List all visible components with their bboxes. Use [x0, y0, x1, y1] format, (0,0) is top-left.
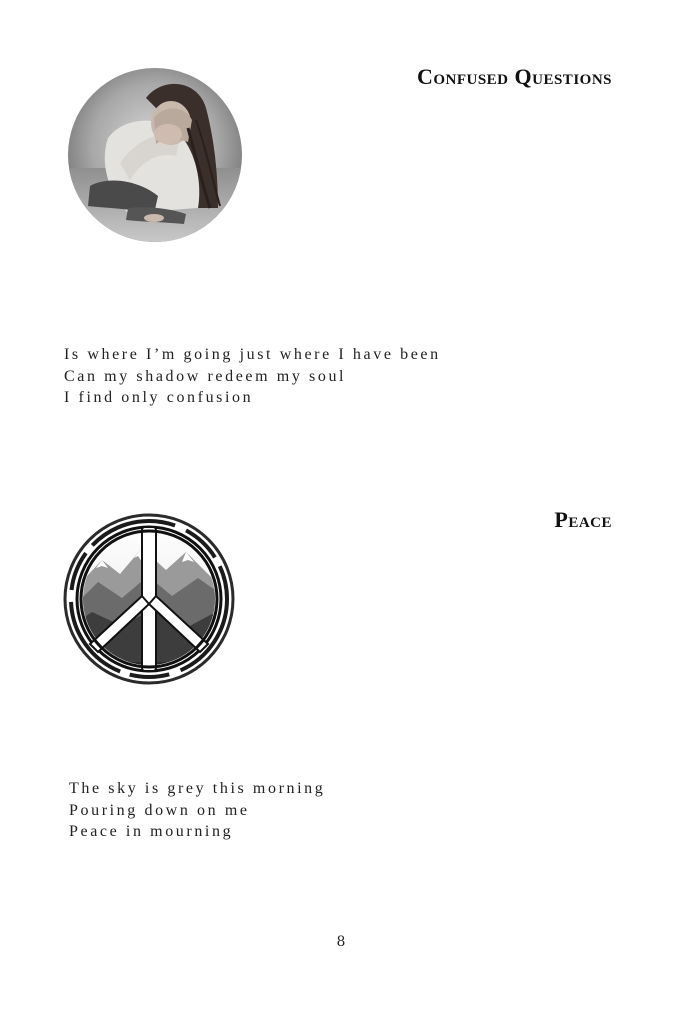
poem-line: Pouring down on me [69, 801, 250, 819]
poem-line: The sky is grey this morning [69, 780, 326, 797]
poem-stanza [69, 778, 325, 843]
poem-title: Confused Questions [416, 64, 612, 89]
peace-sign-mountains-icon [62, 512, 236, 686]
poem-title: Peace [554, 507, 612, 532]
poem-line: Is where I’m going just where I have been [64, 346, 441, 363]
poem-line: Can my shadow redeem my soul [64, 367, 347, 385]
poem-stanza [64, 344, 441, 409]
poem-line: Peace in mourning [69, 823, 234, 840]
page-number: 8 [336, 934, 346, 950]
poem-line: I find only confusion [64, 389, 254, 406]
woman-crying-photo [68, 68, 242, 242]
